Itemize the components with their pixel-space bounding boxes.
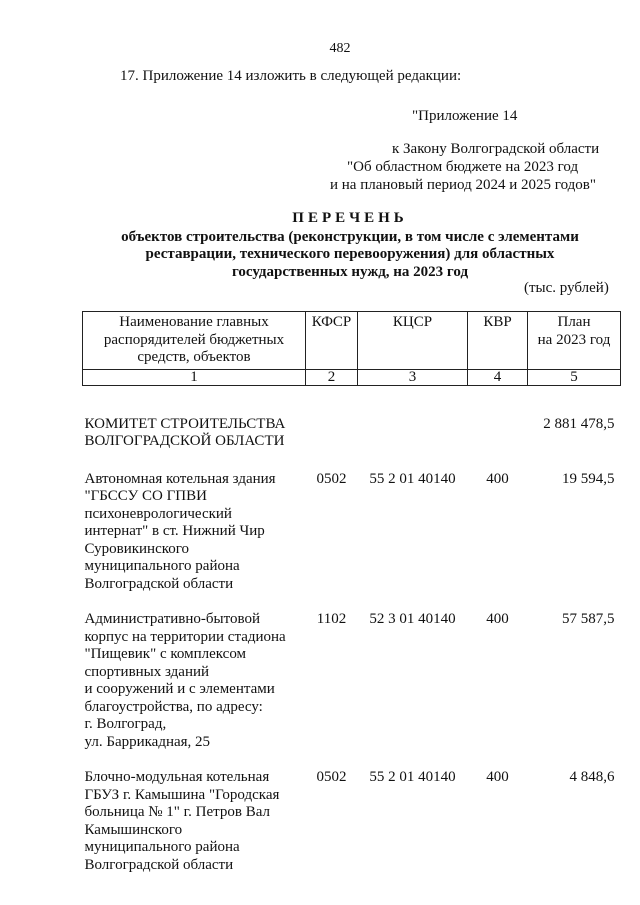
row-name-line: больница № 1" г. Петров Вал <box>84 804 270 820</box>
row-name-line: психоневрологический <box>84 505 232 522</box>
table-spacer <box>83 451 621 471</box>
intro-paragraph: 17. Приложение 14 изложить в следующей редакции: <box>120 68 462 84</box>
table-row <box>83 769 621 874</box>
column-number: 5 <box>528 369 621 385</box>
heading-line-1: объектов строительства (реконструкции, в том числе с элементами <box>121 228 579 245</box>
row-name <box>83 416 306 451</box>
row-kvr: 400 <box>486 611 509 627</box>
appendix-title: "Приложение 14 <box>412 108 518 124</box>
row-plan: 4 848,6 <box>569 769 615 785</box>
row-kcsr: 52 3 01 40140 <box>369 611 456 627</box>
row-kfsr <box>306 416 358 451</box>
document-heading <box>100 210 600 281</box>
row-plan: 2 881 478,5 <box>543 415 615 432</box>
header-plan-line: План <box>557 314 591 330</box>
header-name-line: распорядителей бюджетных <box>103 331 285 348</box>
row-name-line: муниципального района <box>84 558 240 574</box>
row-name-line: Административно-бытовой <box>84 611 260 627</box>
column-number: 3 <box>358 369 468 385</box>
appendix-law-line-1: к Закону Волгоградской области <box>392 141 600 157</box>
heading-title: ПЕРЕЧЕНЬ <box>292 210 408 226</box>
table-spacer <box>83 751 621 769</box>
row-name-line: "ГБССУ СО ГПВИ <box>84 488 207 504</box>
header-kfsr: КФСР <box>306 312 358 370</box>
row-plan: 57 587,5 <box>562 611 615 627</box>
table-row <box>83 416 621 451</box>
row-name-line: ГБУЗ г. Камышина "Городская <box>84 786 280 803</box>
row-name-line: Суровикинского <box>84 540 190 557</box>
heading-line-2: реставрации, технического перевооружения) для областных <box>145 246 555 262</box>
row-kvr: 400 <box>486 769 509 785</box>
row-name-line: Блочно-модульная котельная <box>84 769 270 785</box>
column-number: 2 <box>306 369 358 385</box>
table-row <box>83 611 621 751</box>
header-name-line: средств, объектов <box>137 349 251 365</box>
row-name <box>83 471 306 594</box>
row-kfsr: 0502 <box>316 470 347 487</box>
table-row <box>83 471 621 594</box>
header-name-line: Наименование главных <box>119 314 269 330</box>
row-name <box>83 769 306 874</box>
appendix-law-line-3: и на плановый период 2024 и 2025 годов" <box>330 177 596 193</box>
row-plan: 19 594,5 <box>562 470 615 487</box>
column-number: 4 <box>468 369 528 385</box>
header-kvr: КВР <box>468 312 528 370</box>
header-plan-line: на 2023 год <box>537 331 611 348</box>
table-spacer <box>83 593 621 611</box>
row-kfsr: 1102 <box>316 611 347 627</box>
row-name-line: благоустройства, по адресу: <box>84 698 263 715</box>
row-name-line: интернат" в ст. Нижний Чир <box>84 523 265 539</box>
header-kcsr: КЦСР <box>358 312 468 370</box>
row-name-line: спортивных зданий <box>84 663 210 680</box>
header-plan <box>528 312 621 370</box>
units-label: (тыс. рублей) <box>524 280 609 296</box>
row-name-line: Автономная котельная здания <box>84 470 276 487</box>
row-kvr <box>468 416 528 451</box>
page-number: 482 <box>329 41 351 56</box>
row-kfsr: 0502 <box>316 769 347 785</box>
row-name-line: г. Волгоград, <box>84 716 167 732</box>
table-spacer <box>83 385 621 416</box>
column-number-row <box>83 369 621 385</box>
header-name <box>83 312 306 370</box>
row-name-line: Волгоградской области <box>84 856 234 873</box>
row-kcsr <box>358 416 468 451</box>
row-name-line: "Пищевик" с комплексом <box>84 646 247 662</box>
row-name-line: муниципального района <box>84 839 240 855</box>
row-name-line: и сооружений и с элементами <box>84 681 275 697</box>
table-header-row <box>83 312 621 370</box>
row-kcsr: 55 2 01 40140 <box>369 470 456 487</box>
column-number: 1 <box>83 369 306 385</box>
row-name-line: корпус на территории стадиона <box>84 628 286 645</box>
appendix-law-line-2: "Об областном бюджете на 2023 год <box>347 159 579 175</box>
heading-line-3: государственных нужд, на 2023 год <box>231 263 469 280</box>
row-name-line: Волгоградской области <box>84 575 234 592</box>
row-name <box>83 611 306 751</box>
row-name-line: Камышинского <box>84 821 183 838</box>
row-name-line: ВОЛГОГРАДСКОЙ ОБЛАСТИ <box>84 433 285 449</box>
objects-table <box>82 311 621 874</box>
row-kvr: 400 <box>486 470 509 487</box>
row-kcsr: 55 2 01 40140 <box>369 769 456 785</box>
row-name-line: ул. Баррикадная, 25 <box>84 733 211 750</box>
row-name-line: КОМИТЕТ СТРОИТЕЛЬСТВА <box>84 415 286 432</box>
